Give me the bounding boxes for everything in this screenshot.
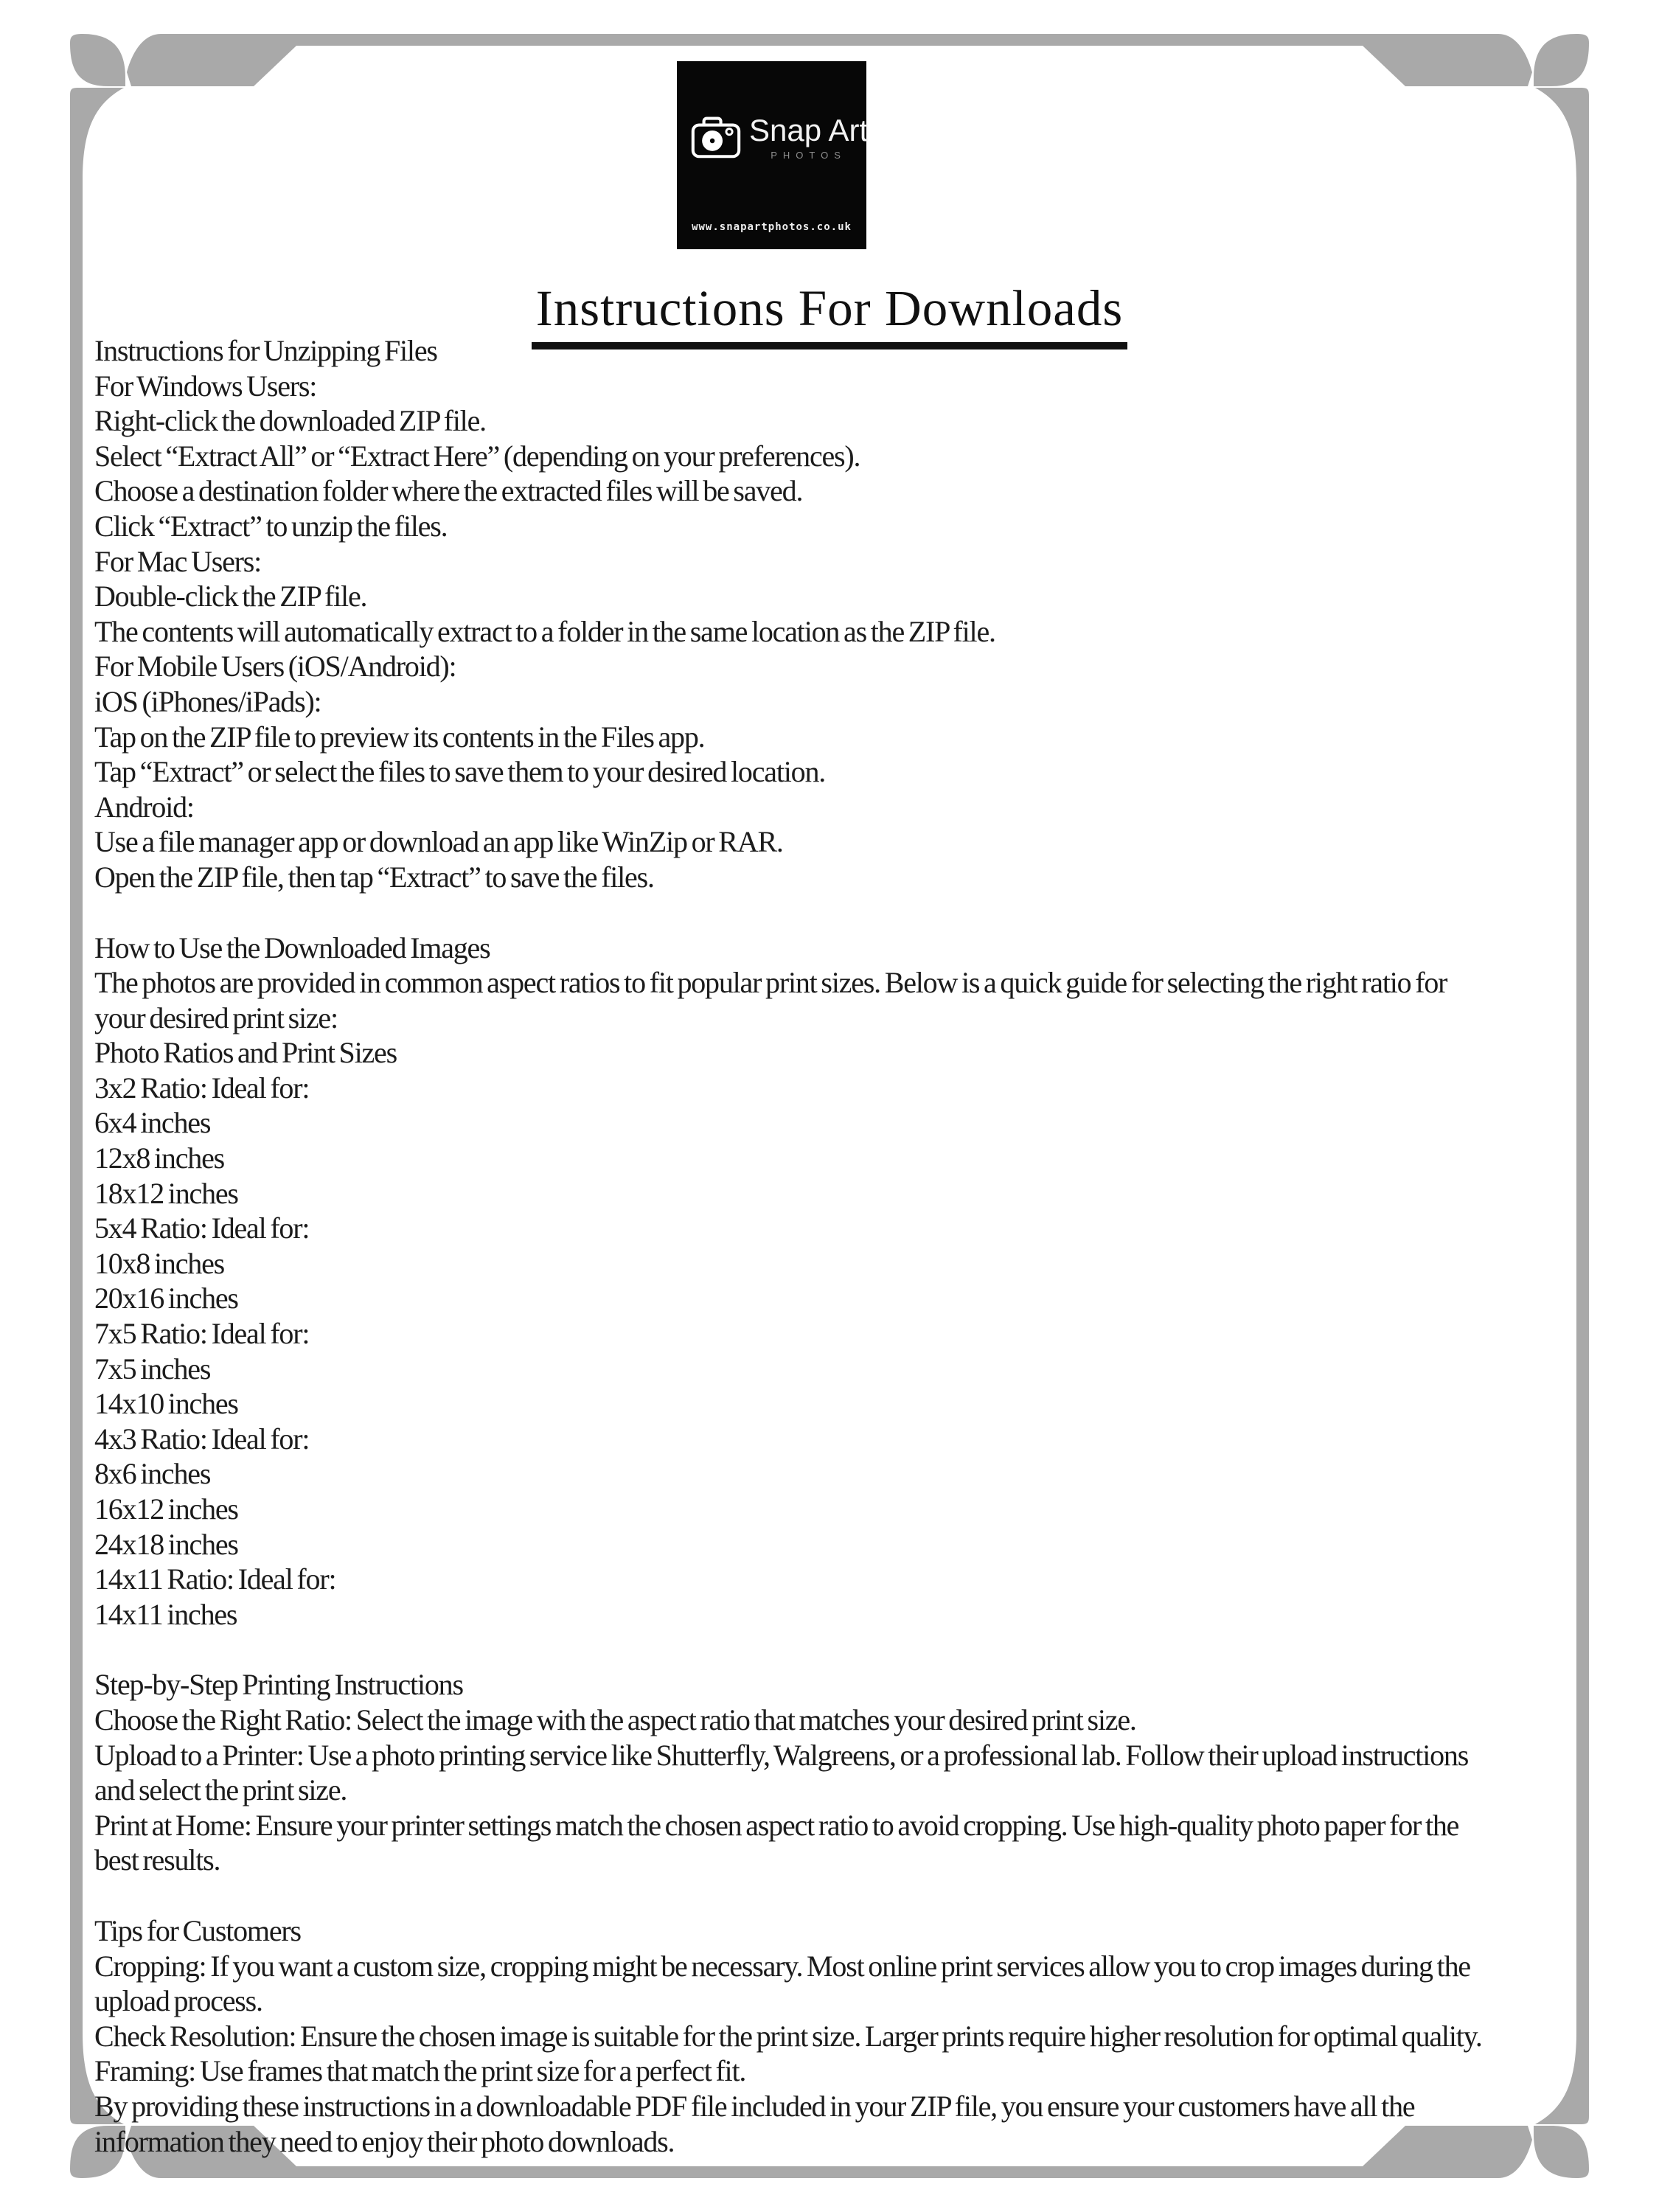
- text-line: 8x6 inches: [94, 1457, 211, 1491]
- text-line: 10x8 inches: [94, 1246, 224, 1280]
- text-line: 16x12 inches: [94, 1492, 238, 1526]
- text-line: 7x5 inches: [94, 1352, 211, 1385]
- text-line: For Windows Users:: [94, 369, 317, 403]
- camera-icon: [686, 107, 746, 167]
- text-line: 4x3 Ratio: Ideal for:: [94, 1422, 310, 1455]
- section-tips: [94, 1913, 1576, 2159]
- text-line: Choose the Right Ratio: Select the image with the aspect ratio that matches your desired print size.: [94, 1703, 1136, 1736]
- text-line: information they need to enjoy their photo downloads.: [94, 2124, 675, 2158]
- text-line: 7x5 Ratio: Ideal for:: [94, 1317, 310, 1351]
- text-line: Step-by-Step Printing Instructions: [94, 1668, 463, 1702]
- text-line: Framing: Use frames that match the print size for a perfect fit.: [94, 2054, 746, 2088]
- text-line: By providing these instructions in a downloadable PDF file included in your ZIP file, you ensure your customers have all the: [94, 2089, 1415, 2123]
- text-line: Tap on the ZIP file to preview its contents in the Files app.: [94, 720, 705, 754]
- text-line: iOS (iPhones/iPads):: [94, 684, 321, 718]
- text-line: and select the print size.: [94, 1773, 347, 1807]
- text-line: Tap “Extract” or select the files to save them to your desired location.: [94, 755, 826, 789]
- brand-name: Snap Art: [749, 112, 869, 147]
- text-line: your desired print size:: [94, 1001, 338, 1034]
- text-line: Upload to a Printer: Use a photo printing service like Shutterfly, Walgreens, or a professional lab. Follow their upload instructions: [94, 1738, 1469, 1772]
- text-line: Android:: [94, 790, 194, 824]
- text-line: The contents will automatically extract to a folder in the same location as the ZIP file.: [94, 614, 995, 648]
- text-line: 6x4 inches: [94, 1106, 211, 1140]
- text-line: upload process.: [94, 1984, 262, 2018]
- text-line: Open the ZIP file, then tap “Extract” to save the files.: [94, 860, 654, 894]
- text-line: Tips for Customers: [94, 1913, 301, 1947]
- text-line: How to Use the Downloaded Images: [94, 931, 490, 964]
- text-line: 3x2 Ratio: Ideal for:: [94, 1071, 310, 1105]
- document-body: [94, 333, 1576, 2159]
- text-line: 12x8 inches: [94, 1141, 224, 1175]
- text-line: 14x11 inches: [94, 1597, 237, 1631]
- text-line: Cropping: If you want a custom size, cropping might be necessary. Most online print services allow you to crop images during the: [94, 1949, 1470, 1983]
- text-line: Photo Ratios and Print Sizes: [94, 1036, 397, 1070]
- text-line: 18x12 inches: [94, 1176, 238, 1210]
- brand-logo: [677, 61, 869, 249]
- section-printing: [94, 1667, 1576, 1878]
- text-line: Select “Extract All” or “Extract Here” (depending on your preferences).: [94, 439, 860, 473]
- text-line: Print at Home: Ensure your printer settings match the chosen aspect ratio to avoid cropping. Use high-quality photo paper for the: [94, 1808, 1459, 1842]
- text-line: Right-click the downloaded ZIP file.: [94, 404, 486, 438]
- text-line: For Mac Users:: [94, 544, 262, 578]
- text-line: Check Resolution: Ensure the chosen image is suitable for the print size. Larger prints require higher resolution for optimal quality.: [94, 2019, 1482, 2053]
- brand-website: www.snapartphotos.co.uk: [692, 221, 852, 233]
- text-line: 24x18 inches: [94, 1527, 238, 1561]
- text-line: 14x10 inches: [94, 1387, 238, 1421]
- text-line: best results.: [94, 1843, 220, 1877]
- section-using-images: [94, 931, 1576, 1632]
- text-line: 5x4 Ratio: Ideal for:: [94, 1211, 310, 1245]
- text-line: 20x16 inches: [94, 1281, 238, 1315]
- text-line: The photos are provided in common aspect ratios to fit popular print sizes. Below is a quick guide for selecting the right ratio for: [94, 966, 1447, 1000]
- page-title: Instructions For Downloads: [532, 282, 1127, 349]
- text-line: Click “Extract” to unzip the files.: [94, 509, 448, 543]
- text-line: For Mobile Users (iOS/Android):: [94, 650, 456, 684]
- text-line: Use a file manager app or download an app like WinZip or RAR.: [94, 825, 783, 859]
- text-line: Double-click the ZIP file.: [94, 580, 367, 613]
- brand-subtitle: PHOTOS: [771, 149, 846, 161]
- section-unzipping: [94, 333, 1576, 895]
- text-line: Instructions for Unzipping Files: [94, 334, 437, 367]
- text-line: Choose a destination folder where the extracted files will be saved.: [94, 474, 803, 508]
- text-line: 14x11 Ratio: Ideal for:: [94, 1562, 336, 1596]
